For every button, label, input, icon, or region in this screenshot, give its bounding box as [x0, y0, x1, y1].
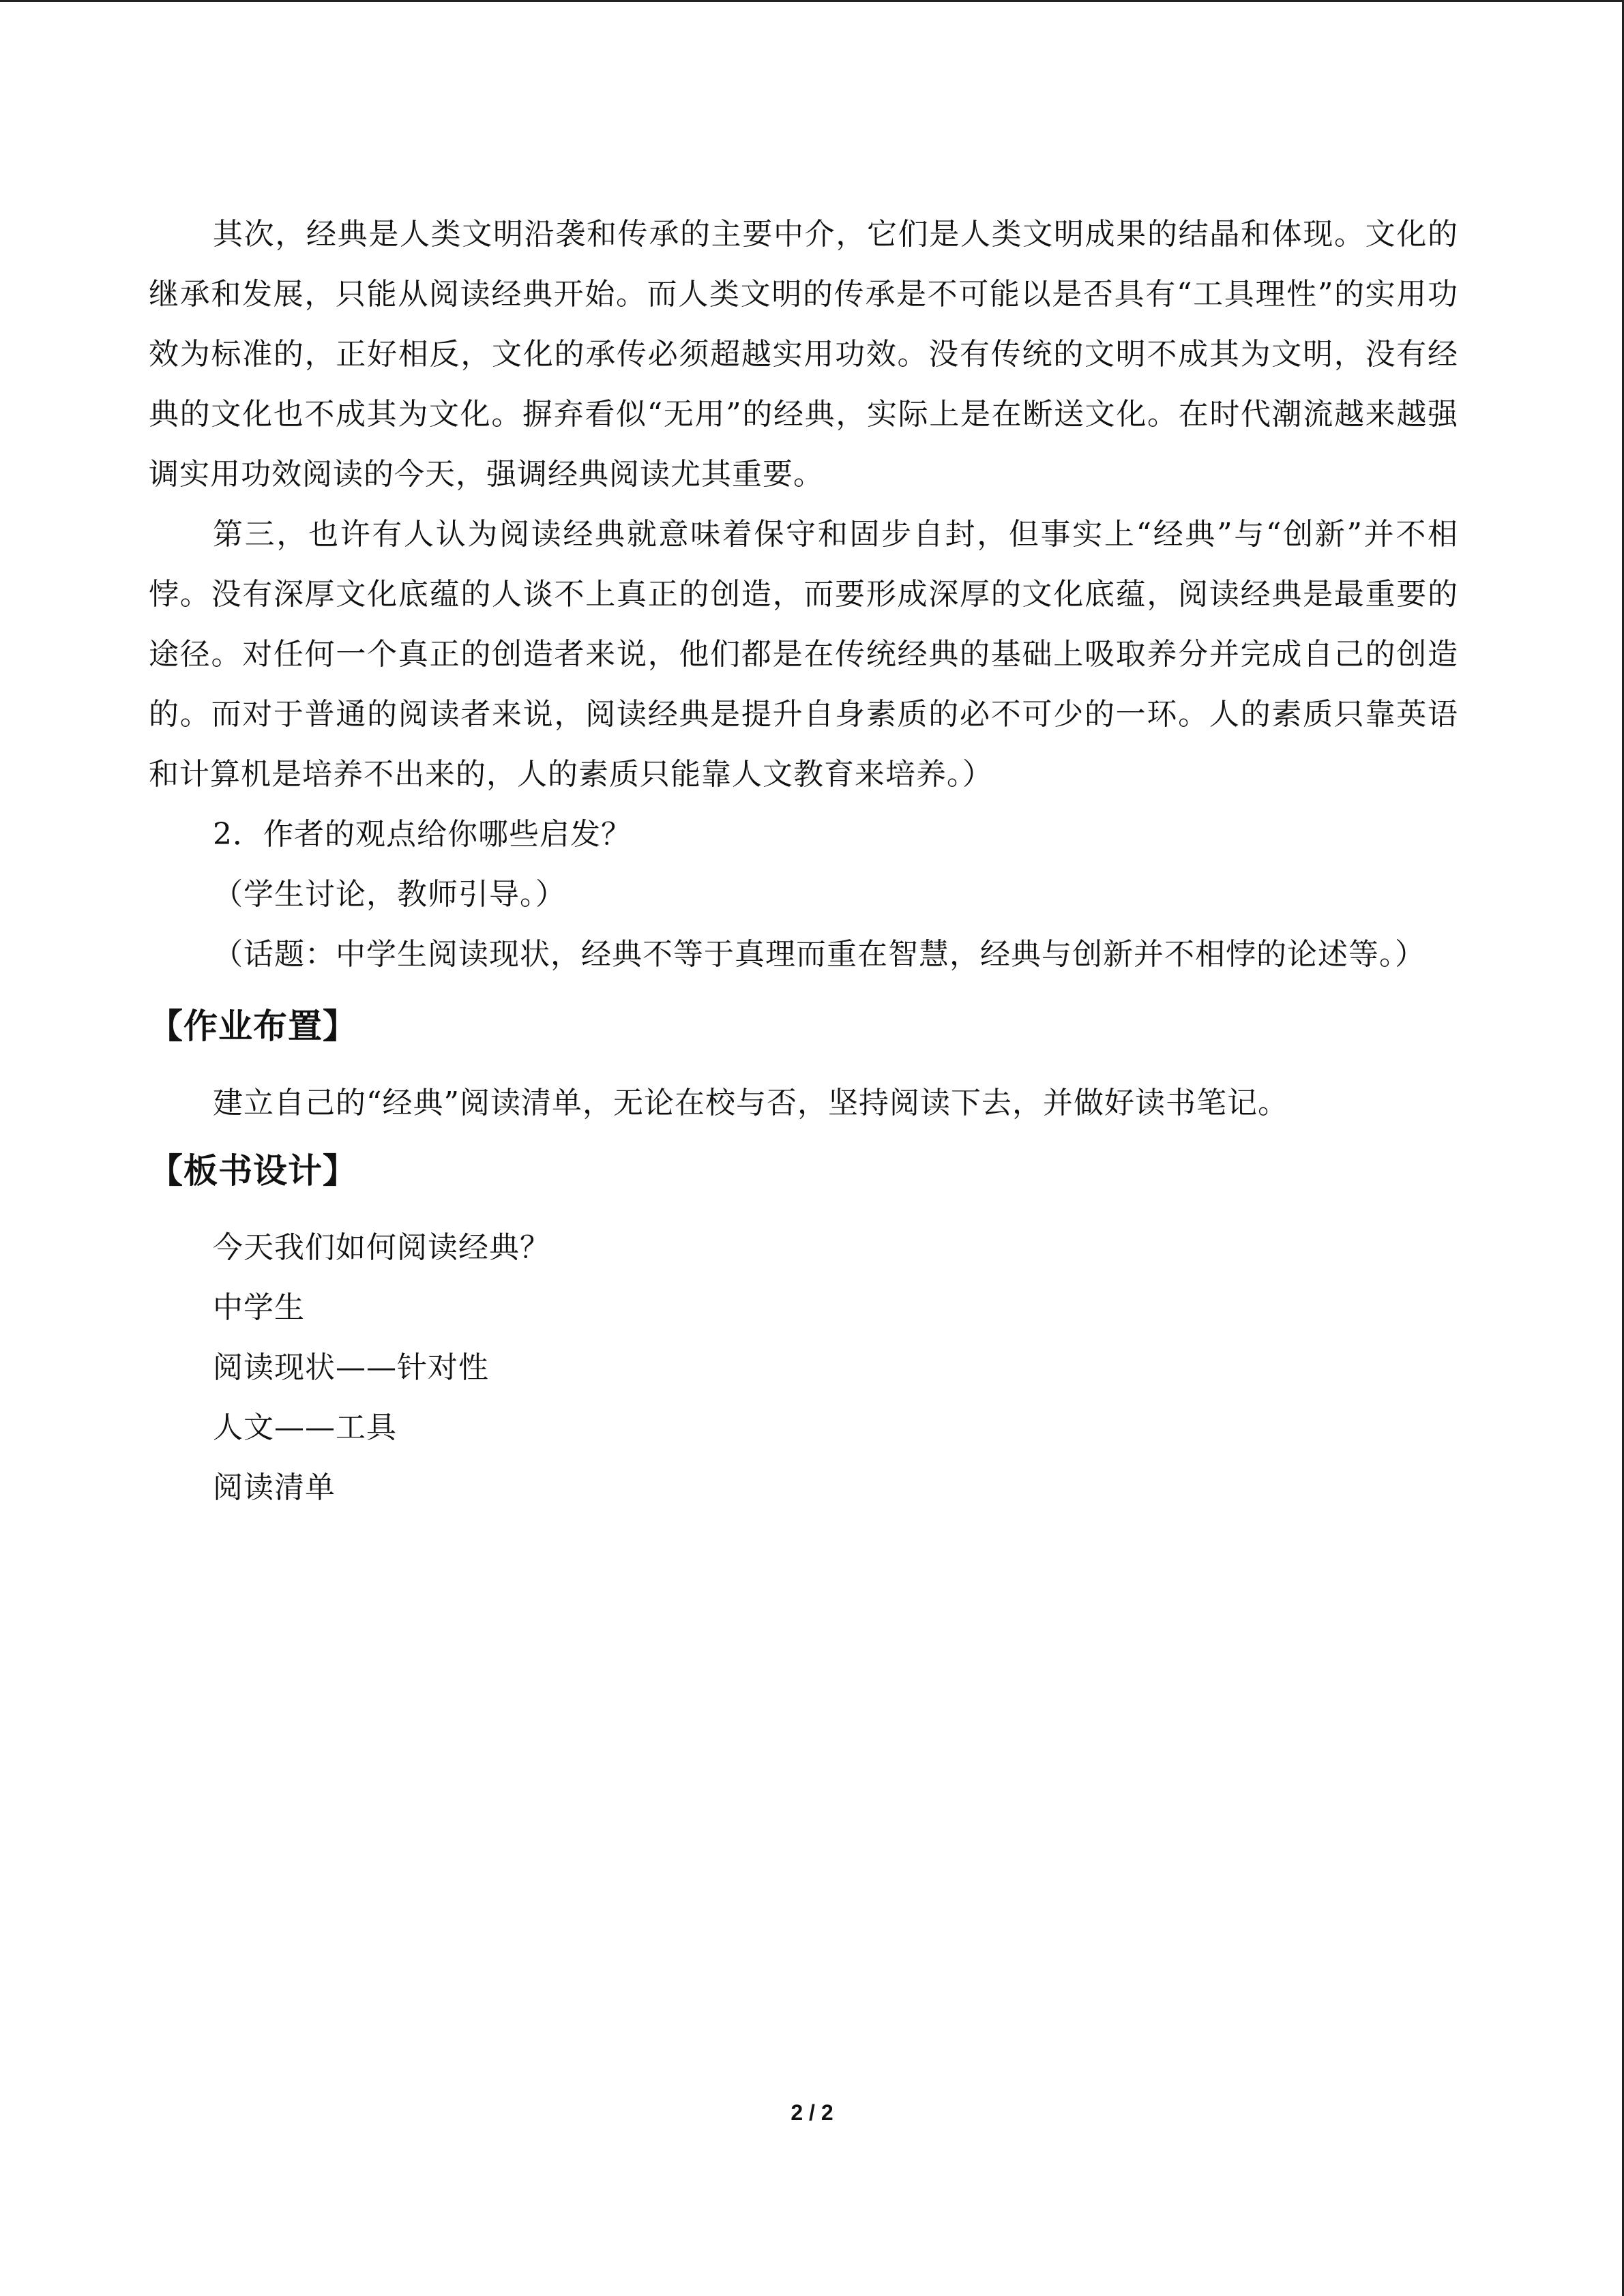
question-2: 2．作者的观点给你哪些启发？: [213, 817, 632, 852]
page-number: 2 / 2: [791, 2100, 833, 2125]
topic-note: （话题：中学生阅读现状，经典不等于真理而重在智慧，经典与创新并不相悖的论述等。）: [213, 937, 1426, 972]
spacer: [149, 1208, 1458, 1218]
board-line: 中学生: [213, 1290, 305, 1325]
spacer: [149, 1064, 1458, 1073]
page-border-top: [0, 0, 1624, 2]
board-line: 人文——工具: [213, 1410, 397, 1445]
homework-text: 建立自己的“经典”阅读清单，无论在校与否，坚持阅读下去，并做好读书笔记。: [213, 1086, 1288, 1120]
teaching-note: （学生讨论，教师引导。）: [213, 877, 566, 912]
paragraph-second-point: 其次，经典是人类文明沿袭和传承的主要中介，它们是人类文明成果的结晶和体现。文化的继承和发展，只能从阅读经典开始。而人类文明的传承是不可能以是否具有“工具理性”的实用功效为标准的，正好相反，文化的承传必须超越实用功效。没有传统的文明不成其为文明，没有经典的文化也不成其为文化。摒弃看似“无用”的经典，实际上是在断送文化。在时代潮流越来越强调实用功效阅读的今天，强调经典阅读尤其重要。: [149, 217, 1458, 492]
paragraph-third-point: 第三，也许有人认为阅读经典就意味着保守和固步自封，但事实上“经典”与“创新”并不相悖。没有深厚文化底蕴的人谈不上真正的创造，而要形成深厚的文化底蕴，阅读经典是最重要的途径。对任何一个真正的创造者来说，他们都是在传统经典的基础上吸取养分并完成自己的创造的。而对于普通的阅读者来说，阅读经典是提升自身素质的必不可少的一环。人的素质只靠英语和计算机是培养不出来的，人的素质只能靠人文教育来培养。）: [149, 517, 1458, 792]
board-design-list: [149, 1218, 1458, 1518]
board-line: 今天我们如何阅读经典？: [213, 1230, 550, 1265]
board-line: 阅读现状——针对性: [213, 1350, 489, 1385]
document-body: [149, 205, 1458, 1518]
homework-heading: 【作业布置】: [149, 1007, 357, 1046]
board-design-heading: 【板书设计】: [149, 1151, 357, 1191]
board-line: 阅读清单: [213, 1470, 336, 1505]
